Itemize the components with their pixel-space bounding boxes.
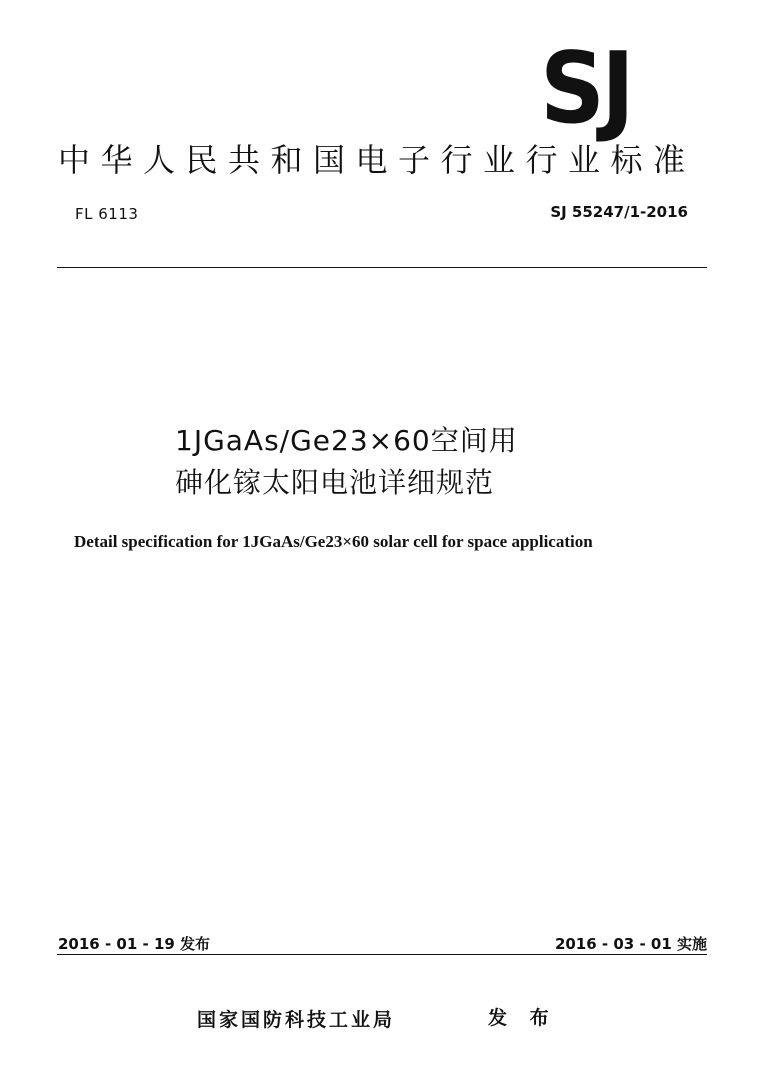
document-title-cn-line1: 1JGaAs/Ge23×60空间用 bbox=[175, 424, 518, 457]
standard-number: SJ 55247/1-2016 bbox=[550, 203, 688, 221]
document-title-cn-line2: 砷化镓太阳电池详细规范 bbox=[175, 466, 495, 499]
standard-type-title: 中华人民共和国电子行业行业标准 bbox=[58, 141, 696, 179]
sj-logo: SJ bbox=[540, 32, 632, 146]
issue-date: 2016 - 01 - 19 发布 bbox=[58, 935, 211, 953]
effective-date: 2016 - 03 - 01 实施 bbox=[554, 935, 707, 953]
header-divider bbox=[57, 267, 707, 268]
issuing-action: 发 布 bbox=[488, 1007, 557, 1029]
classification-code: FL 6113 bbox=[75, 205, 139, 223]
document-title-en: Detail specification for 1JGaAs/Ge23×60 solar cell for space application bbox=[74, 532, 593, 551]
issuing-authority: 国家国防科技工业局 bbox=[197, 1009, 396, 1031]
document-title-cn bbox=[175, 420, 518, 504]
footer-divider bbox=[57, 954, 707, 955]
